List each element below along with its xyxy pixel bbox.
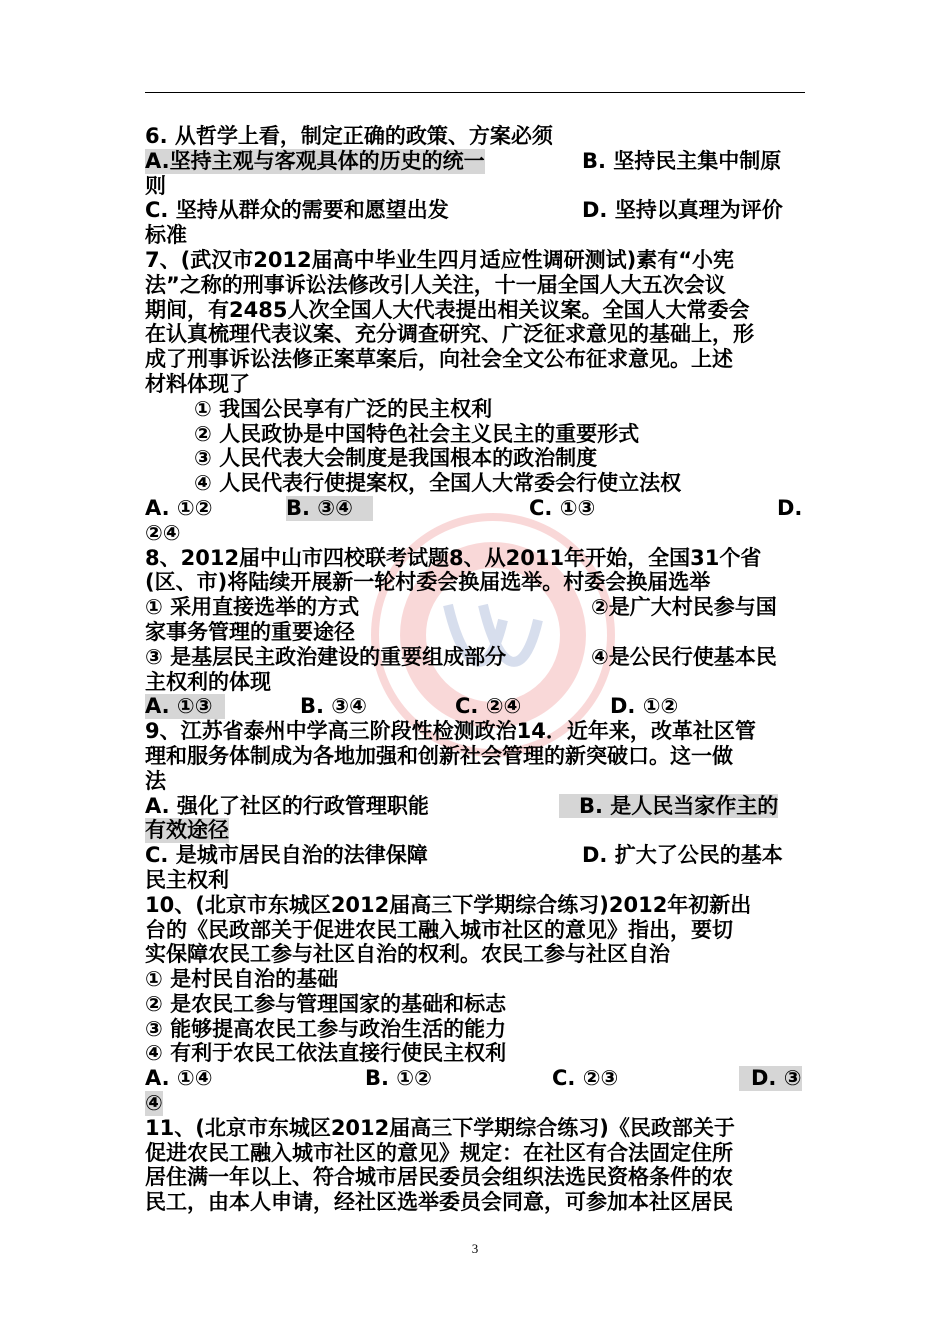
text-line <box>145 273 807 298</box>
answer-option: D. 扩大了公民的基本 <box>582 843 783 868</box>
text-segment: 实保障农民工参与社区自治的权利。农民工参与社区自治 <box>145 942 670 967</box>
text-line <box>145 174 807 199</box>
text-line <box>145 149 807 174</box>
text-line <box>145 570 807 595</box>
answer-highlight: B. ③④ <box>286 496 373 521</box>
option-statement: ① 我国公民享有广泛的民主权利 <box>194 396 493 421</box>
text-segment: 台的《民政部关于促进农民工融入城市社区的意见》指出，要切 <box>145 917 733 942</box>
text-line <box>145 1066 807 1091</box>
answer-option: B. ①② <box>365 1066 432 1091</box>
answer-highlight: A. ①③ <box>145 694 225 719</box>
text-line <box>145 1116 807 1141</box>
text-segment: 促进农民工融入城市社区的意见》规定：在社区有合法固定住所 <box>145 1140 733 1165</box>
text-line <box>145 670 807 695</box>
option-statement: ① 是村民自治的基础 <box>145 967 339 992</box>
text-line <box>145 298 807 323</box>
option-statement: ② 是农民工参与管理国家的基础和标志 <box>145 991 507 1016</box>
text-line <box>145 794 807 819</box>
text-line <box>145 967 807 992</box>
text-line <box>145 818 807 843</box>
text-segment: 在认真梳理代表议案、充分调查研究、广泛征求意见的基础上，形 <box>145 322 754 347</box>
option-statement: ③ 人民代表大会制度是我国根本的政治制度 <box>194 446 598 471</box>
text-segment: B. 坚持民主集中制原 <box>582 148 782 173</box>
text-segment: 10、(北京市东城区2012届高三下学期综合练习)2012年初新出 <box>145 892 752 917</box>
text-line <box>145 868 807 893</box>
question-text <box>145 124 807 1215</box>
text-line <box>145 198 807 223</box>
text-line <box>145 422 807 447</box>
answer-option: D. <box>777 495 803 520</box>
answer-option: C. ②④ <box>455 694 522 719</box>
text-segment: 法 <box>145 768 166 793</box>
answer-highlight: B. 是人民当家作主的 <box>559 794 778 819</box>
text-line <box>145 1165 807 1190</box>
option-statement: ④ 人民代表行使提案权，全国人大常委会行使立法权 <box>194 471 682 496</box>
answer-option: A. 强化了社区的行政管理职能 <box>145 793 429 818</box>
text-segment: 民主权利 <box>145 867 229 892</box>
text-line <box>145 372 807 397</box>
text-line <box>145 223 807 248</box>
answer-highlight: ④ <box>145 1091 163 1116</box>
answer-option: A. ①② <box>145 495 213 520</box>
text-line <box>145 521 807 546</box>
answer-option: B. ③④ <box>300 694 367 719</box>
text-line <box>145 397 807 422</box>
text-line <box>145 496 807 521</box>
text-segment: 则 <box>145 173 166 198</box>
text-line <box>145 893 807 918</box>
text-line <box>145 843 807 868</box>
text-line <box>145 918 807 943</box>
answer-highlight: 有效途径 <box>145 818 229 843</box>
option-statement: ③ 能够提高农民工参与政治生活的能力 <box>145 1016 507 1041</box>
text-segment: 法”之称的刑事诉讼法修改引人关注，十一届全国人大五次会议 <box>145 272 726 297</box>
text-segment: 家事务管理的重要途径 <box>145 619 355 644</box>
text-segment: 居住满一年以上、符合城市居民委员会组织法选民资格条件的农 <box>145 1165 733 1190</box>
text-line <box>145 1141 807 1166</box>
text-segment: 6. 从哲学上看，制定正确的政策、方案必须 <box>145 124 553 148</box>
text-segment: 民工，由本人申请，经社区选举委员会同意，可参加本社区居民 <box>145 1190 733 1215</box>
text-line <box>145 694 807 719</box>
answer-highlight: D. ③ <box>739 1066 802 1091</box>
answer-option: C. 是城市居民自治的法律保障 <box>145 843 428 868</box>
header-rule <box>145 92 805 93</box>
text-line <box>145 1091 807 1116</box>
text-segment: ②④ <box>145 520 181 545</box>
text-line <box>145 248 807 273</box>
text-line <box>145 620 807 645</box>
text-segment: 主权利的体现 <box>145 669 271 694</box>
text-segment: 成了刑事诉讼法修正案草案后，向社会全文公布征求意见。上述 <box>145 347 733 372</box>
text-line <box>145 595 807 620</box>
text-segment: 标准 <box>145 223 187 248</box>
option-statement: ④是公民行使基本民 <box>591 644 777 669</box>
text-line <box>145 546 807 571</box>
text-line <box>145 471 807 496</box>
text-line <box>145 645 807 670</box>
page-number: 3 <box>471 1241 479 1256</box>
text-segment: 9、江苏省泰州中学高三阶段性检测政治14．近年来，改革社区管 <box>145 719 756 744</box>
text-segment: (区、市)将陆续开展新一轮村委会换届选举。村委会换届选举 <box>145 570 711 595</box>
text-segment: 理和服务体制成为各地加强和创新社会管理的新突破口。这一做 <box>145 743 733 768</box>
option-statement: ④ 有利于农民工依法直接行使民主权利 <box>145 1041 507 1066</box>
text-line <box>145 347 807 372</box>
text-segment: 期间，有2485人次全国人大代表提出相关议案。全国人大常委会 <box>145 297 750 322</box>
answer-option: C. ①③ <box>529 495 596 520</box>
text-line <box>145 1017 807 1042</box>
text-segment: D. 坚持以真理为评价 <box>582 198 783 223</box>
option-statement: ② 人民政协是中国特色社会主义民主的重要形式 <box>194 421 640 446</box>
text-line <box>145 1190 807 1215</box>
answer-option: C. ②③ <box>552 1066 619 1091</box>
text-line <box>145 719 807 744</box>
text-line <box>145 1041 807 1066</box>
text-segment: C. 坚持从群众的需要和愿望出发 <box>145 198 449 223</box>
text-line <box>145 446 807 471</box>
text-segment: 7、(武汉市2012届高中毕业生四月适应性调研测试)素有“小宪 <box>145 247 735 272</box>
text-segment: 材料体现了 <box>145 371 250 396</box>
option-statement: ③ 是基层民主政治建设的重要组成部分 <box>145 644 507 669</box>
text-segment: 8、2012届中山市四校联考试题8、从2011年开始，全国31个省 <box>145 545 762 570</box>
option-statement: ②是广大村民参与国 <box>591 595 777 620</box>
text-segment: 11、(北京市东城区2012届高三下学期综合练习)《民政部关于 <box>145 1115 735 1140</box>
text-line <box>145 124 807 149</box>
answer-option: D. ①② <box>610 694 679 719</box>
answer-highlight: A.坚持主观与客观具体的历史的统一 <box>145 148 485 173</box>
text-line <box>145 942 807 967</box>
option-statement: ① 采用直接选举的方式 <box>145 595 360 620</box>
text-line <box>145 992 807 1017</box>
text-line <box>145 322 807 347</box>
text-line <box>145 769 807 794</box>
text-line <box>145 744 807 769</box>
answer-option: A. ①④ <box>145 1066 213 1091</box>
